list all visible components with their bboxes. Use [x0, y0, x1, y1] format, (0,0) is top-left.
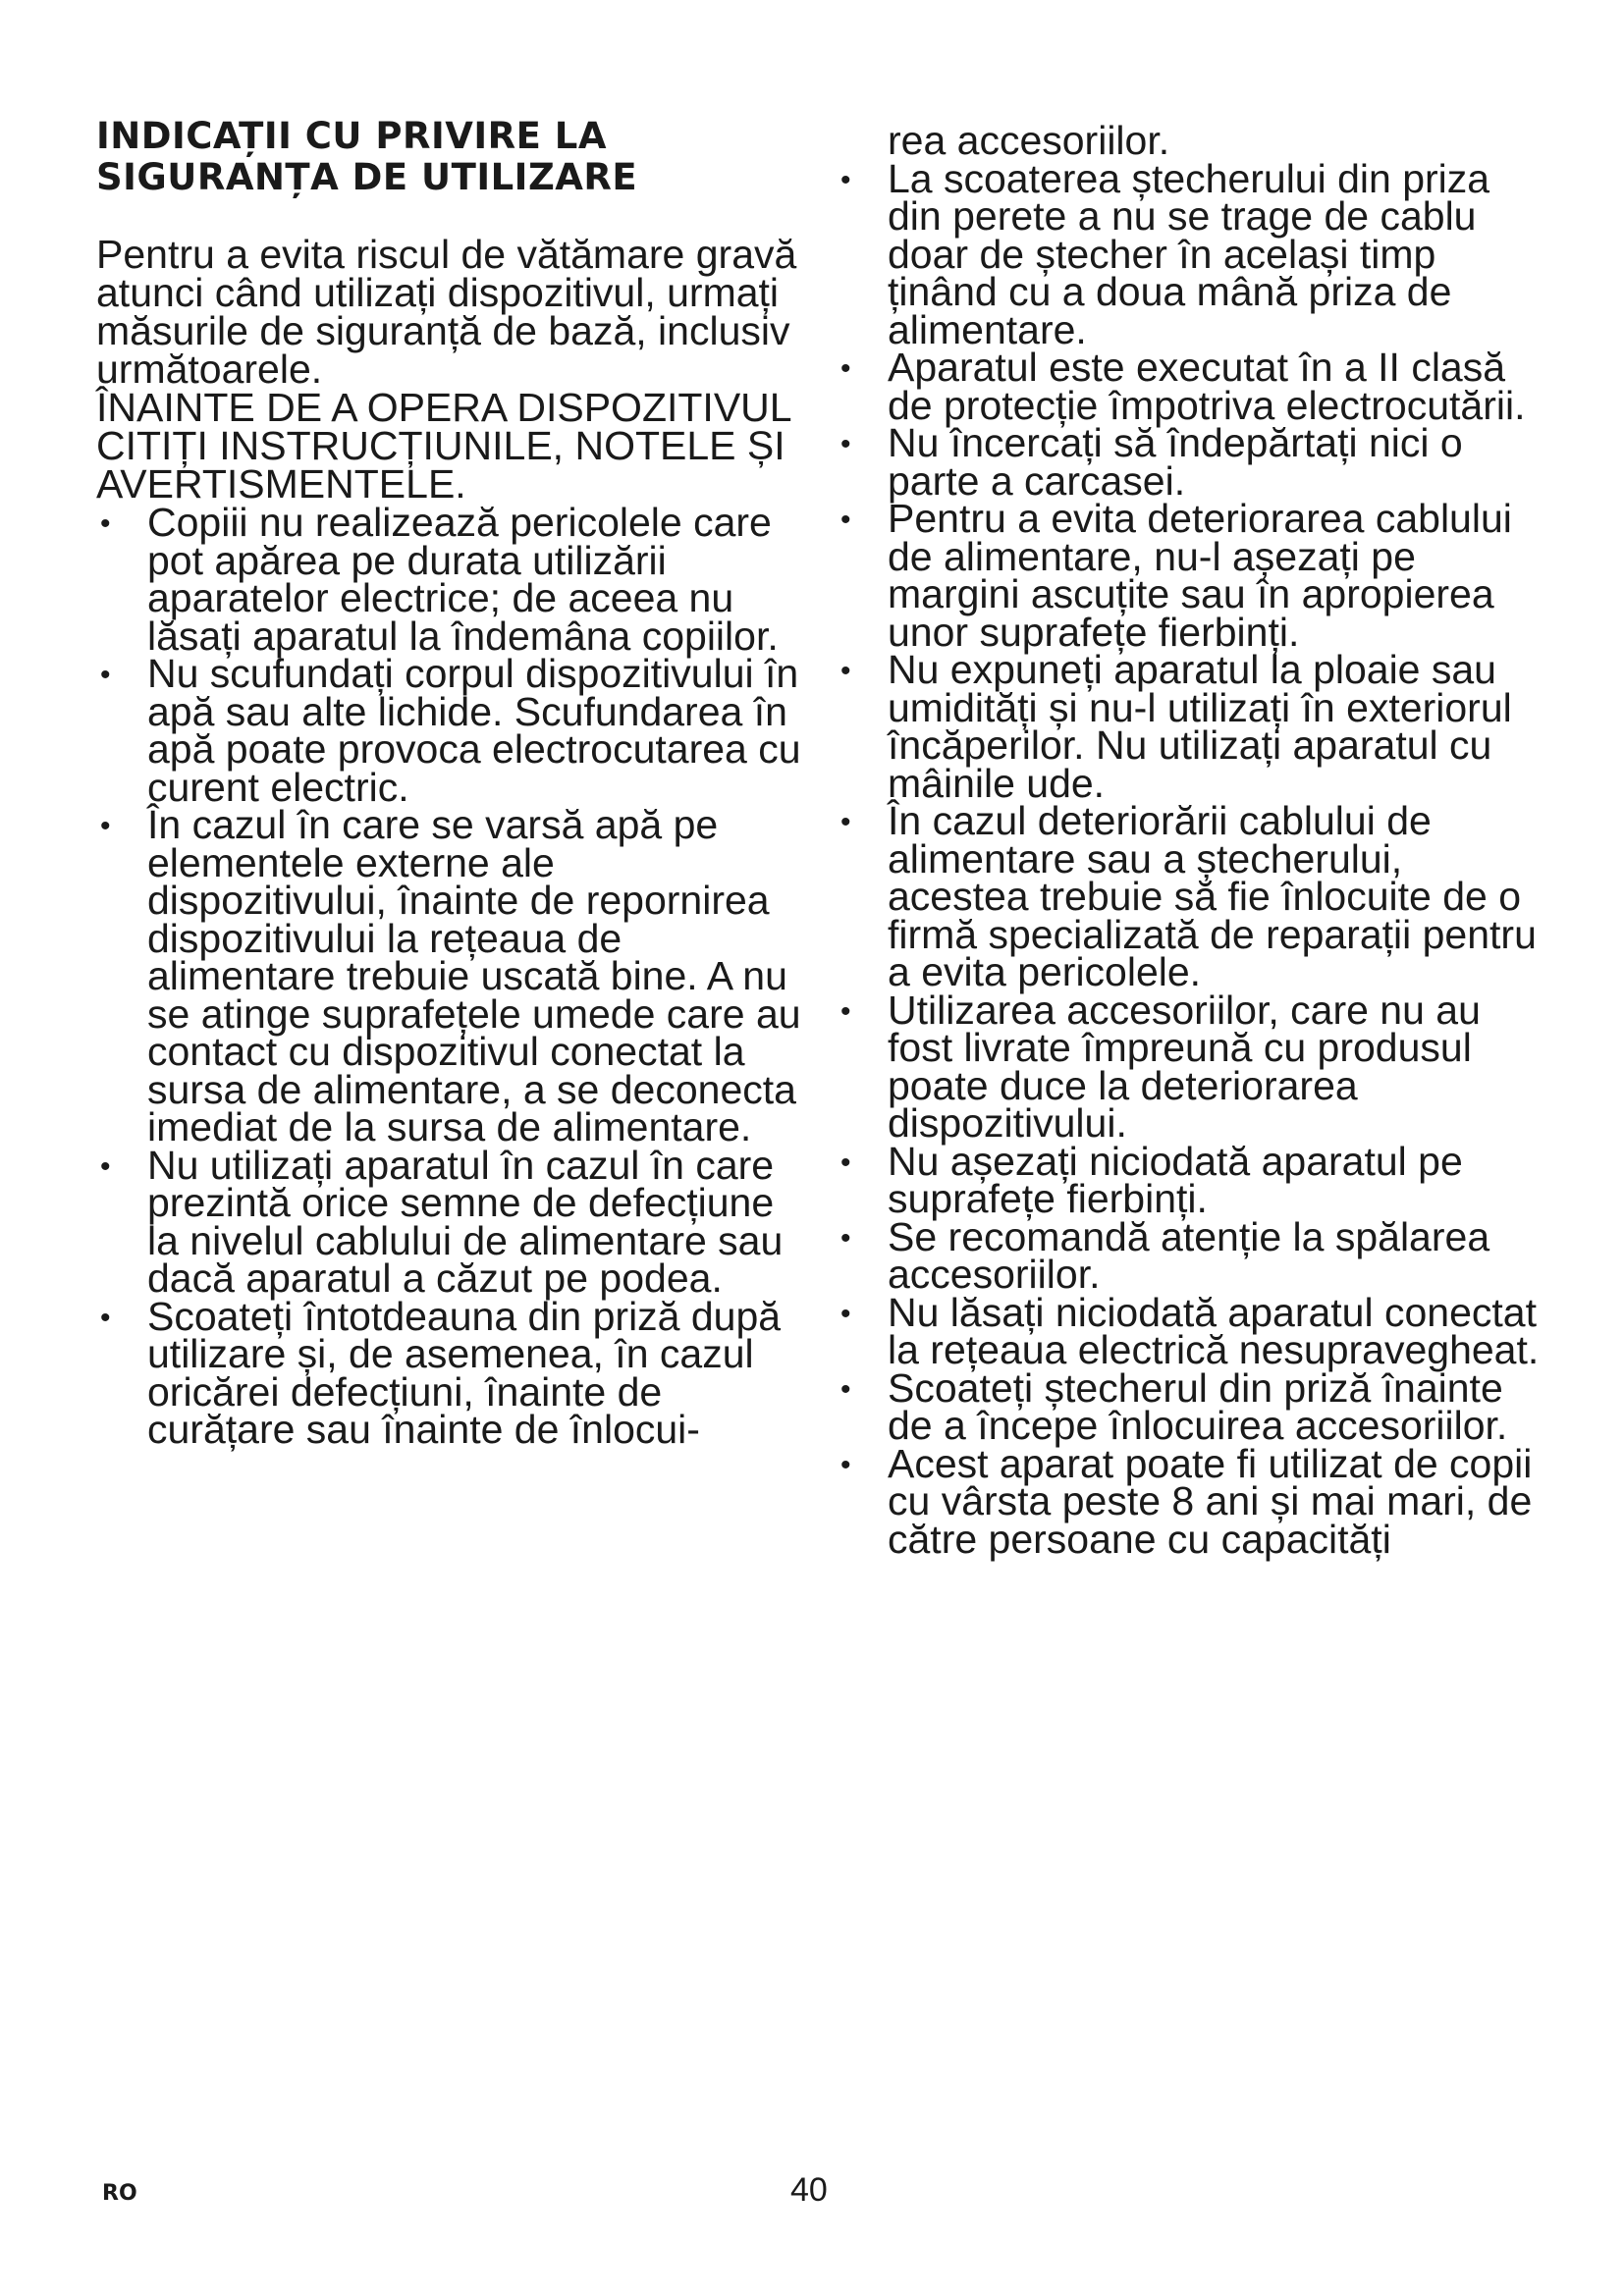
right-column — [837, 118, 1543, 1562]
list-item-text: Utilizarea accesoriilor, care nu au fost livrate împreună cu produsul poate duce la deteriorarea dispozitivului. — [888, 987, 1481, 1146]
bullet-icon: • — [840, 1448, 851, 1481]
list-item — [837, 1364, 1543, 1448]
list-item-text: Aparatul este executat în a II clasă de protecție împotriva electrocutării. — [888, 345, 1526, 428]
list-item-text: Nu încercați să îndepărtați nici o parte a carcasei. — [888, 420, 1463, 504]
list-item-text: Nu expuneți aparatul la ploaie sau umidități și nu-l utilizați în exteriorul încăperilor. Nu utilizați aparatul cu mâinile ude. — [888, 647, 1512, 806]
page-number: 40 — [790, 2171, 828, 2209]
list-item — [837, 1440, 1543, 1562]
left-column — [96, 115, 805, 1452]
bullet-icon: • — [840, 163, 851, 196]
list-item — [837, 345, 1543, 428]
bullet-icon: • — [840, 1297, 851, 1330]
section-heading: INDICAȚII CU PRIVIRE LA SIGURANȚA DE UTILIZARE — [96, 115, 638, 198]
list-item — [96, 802, 805, 1149]
list-item-text: Nu scufundați corpul dispozitivului în apă sau alte lichide. Scufundarea în apă poate provoca electrocutarea cu curent electric. — [147, 651, 801, 810]
bullet-icon: • — [840, 994, 851, 1028]
warning-paragraph: ÎNAINTE DE A OPERA DISPOZITIVUL CITIȚI INSTRUCȚIUNILE, NOTELE ȘI AVERTISMENTELE. — [96, 385, 791, 507]
list-item-text: În cazul în care se varsă apă pe elementele externe ale dispozitivului, înainte de repornirea dispozitivului la rețeaua de alimentare trebuie uscată bine. A nu se atinge suprafețele umede care au contact cu dispozitivul conectat la sursa de alimentare, a se deconecta imediat de la sursa de alimentare. — [147, 802, 801, 1149]
bullet-icon: • — [840, 655, 851, 687]
list-item-text: Scoateți ștecherul din priză înainte de a începe înlocuirea accesoriilor. — [888, 1364, 1508, 1448]
list-item-text: Nu lăsați niciodată aparatul conectat la rețeaua electrică nesupravegheat. — [888, 1289, 1540, 1372]
bullet-icon: • — [100, 507, 111, 540]
bullet-icon: • — [840, 1372, 851, 1406]
list-item — [96, 500, 805, 659]
list-item — [96, 651, 805, 810]
continuation-text: rea accesoriilor. — [888, 118, 1170, 163]
list-item — [837, 155, 1543, 352]
right-bullet-list — [837, 155, 1543, 1562]
list-item — [837, 496, 1543, 655]
list-item-text: La scoaterea ștecherului din priza din perete a nu se trage de cablu doar de ștecher în același timp ținând cu a doua mână priza de alimentare. — [888, 155, 1490, 352]
left-bullet-list — [96, 500, 805, 1452]
bullet-icon: • — [840, 504, 851, 536]
bullet-icon: • — [100, 659, 111, 691]
bullet-icon: • — [840, 1146, 851, 1179]
bullet-icon: • — [840, 1221, 851, 1255]
list-item — [837, 647, 1543, 806]
list-item — [837, 1289, 1543, 1372]
list-item — [837, 1213, 1543, 1297]
list-item — [837, 798, 1543, 994]
bullet-icon: • — [100, 1301, 111, 1334]
footer-language-code: RO — [102, 2181, 137, 2206]
list-item — [96, 1293, 805, 1452]
bullet-icon: • — [840, 428, 851, 460]
bullet-icon: • — [100, 810, 111, 842]
list-item-text: Pentru a evita deteriorarea cablului de alimentare, nu-l așezați pe margini ascuțite sau în apropierea unor suprafețe fierbinți. — [888, 496, 1512, 655]
list-item-text: Nu utilizați aparatul în cazul în care prezintă orice semne de defecțiune la nivelul cablului de alimentare sau dacă aparatul a căzut pe podea. — [147, 1142, 784, 1301]
list-item — [96, 1142, 805, 1301]
bullet-icon: • — [840, 806, 851, 838]
list-item-text: În cazul deteriorării cablului de alimentare sau a ștecherului, acestea trebuie să fie înlocuite de o firmă specializată de reparații pentru a evita pericolele. — [888, 798, 1537, 994]
list-item — [837, 420, 1543, 504]
list-item — [837, 1138, 1543, 1221]
list-item-text: Nu așezați niciodată aparatul pe suprafețe fierbinți. — [888, 1138, 1463, 1221]
bullet-icon: • — [100, 1149, 111, 1183]
list-item-text: Copiii nu realizează pericolele care pot apărea pe durata utilizării aparatelor electrice; de aceea nu lăsați aparatul la îndemâna copiilor. — [147, 500, 779, 659]
list-item-text: Scoateți întotdeauna din priză după utilizare și, de asemenea, în cazul oricărei defecțiuni, înainte de curățare sau înainte de înlocui- — [147, 1293, 782, 1452]
list-item-text: Se recomandă atenție la spălarea accesoriilor. — [888, 1213, 1490, 1297]
intro-paragraph: Pentru a evita riscul de vătămare gravă atunci când utilizați dispozitivul, urmați măsurile de siguranță de bază, inclusiv următoarele. — [96, 232, 797, 392]
list-item — [837, 987, 1543, 1146]
bullet-icon: • — [840, 352, 851, 385]
list-item-text: Acest aparat poate fi utilizat de copii cu vârsta peste 8 ani și mai mari, de către persoane cu capacități — [888, 1440, 1533, 1562]
